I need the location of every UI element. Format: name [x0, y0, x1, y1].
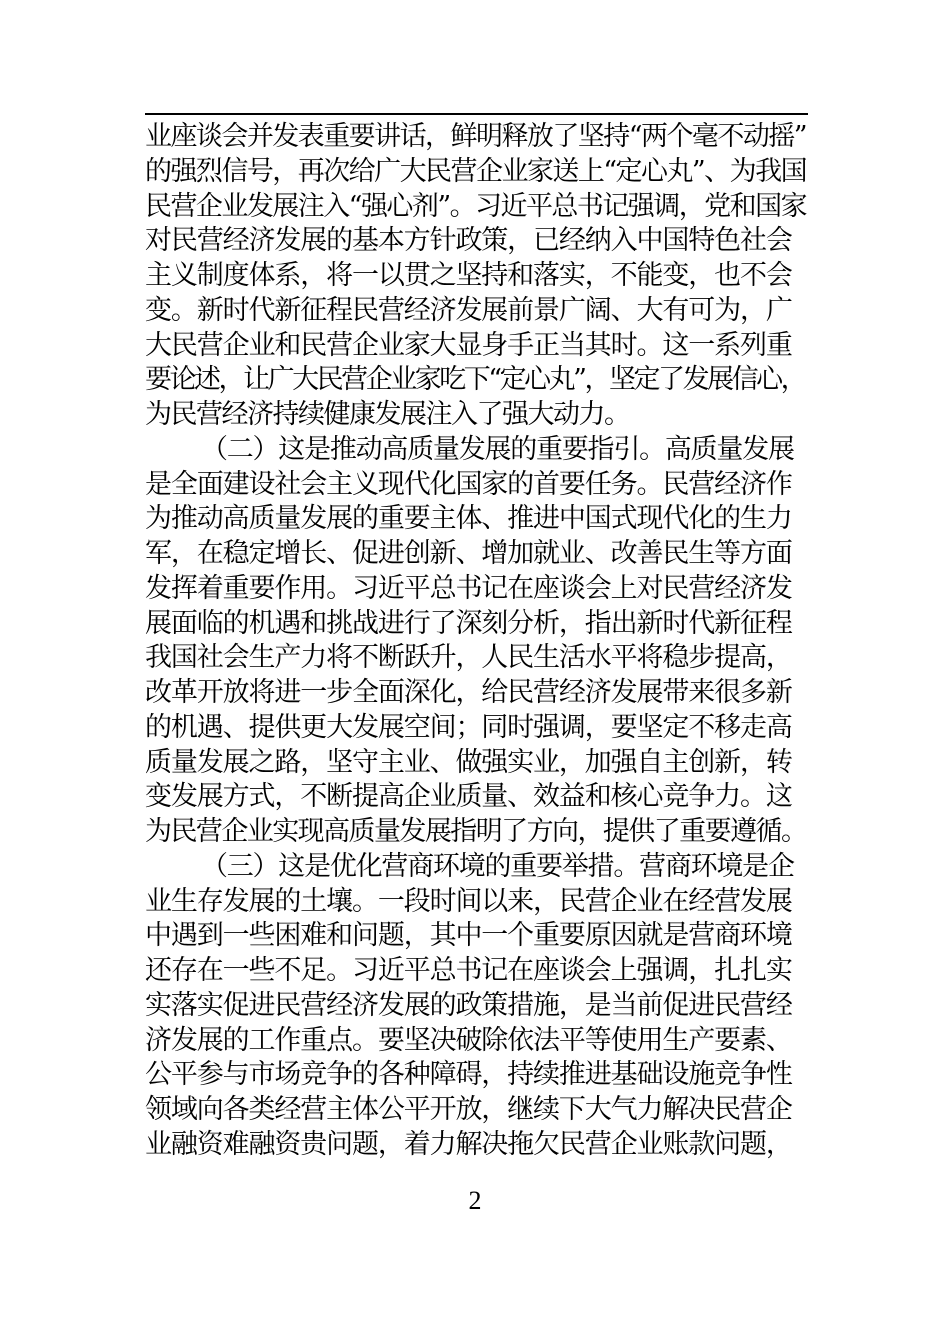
text-line: 济发展的工作重点。要坚决破除依法平等使用生产要素、: [145, 1024, 792, 1056]
text-line: 业融资难融资贵问题，着力解决拖欠民营企业账款问题，: [145, 1128, 792, 1160]
text-line: 公平参与市场竞争的各种障碍，持续推进基础设施竞争性: [145, 1059, 792, 1091]
text-line: 要论述，让广大民营企业家吃下“定心丸”，坚定了发展信心，: [145, 364, 806, 396]
text-line: 军，在稳定增长、促进创新、增加就业、改善民生等方面: [145, 538, 792, 569]
text-line: 业座谈会并发表重要讲话，鲜明释放了坚持“两个毫不动摇”: [145, 121, 807, 152]
text-line: 是全面建设社会主义现代化国家的首要任务。民营经济作: [145, 468, 792, 500]
text-line: 发挥着重要作用。习近平总书记在座谈会上对民营经济发: [145, 572, 792, 604]
text-line: 为民营企业实现高质量发展指明了方向，提供了重要遵循。: [145, 816, 807, 847]
page-number: 2: [468, 1186, 482, 1215]
text-line: 大民营企业和民营企业家大显身手正当其时。这一系列重: [145, 329, 792, 361]
text-line: 变。新时代新征程民营经济发展前景广阔、大有可为，广: [145, 294, 792, 326]
text-line: 质量发展之路，坚守主业、做强实业，加强自主创新，转: [145, 746, 792, 778]
body-text: [145, 120, 835, 1163]
text-line: 领域向各类经营主体公平开放，继续下大气力解决民营企: [145, 1094, 792, 1125]
text-line: 为民营经济持续健康发展注入了强大动力。: [145, 399, 630, 430]
text-line: 中遇到一些困难和问题，其中一个重要原因就是营商环境: [145, 920, 792, 952]
text-line: 的强烈信号，再次给广大民营企业家送上“定心丸”、为我国: [145, 155, 807, 187]
text-line: 的机遇、提供更大发展空间；同时强调，要坚定不移走高: [145, 711, 792, 743]
text-line: 业生存发展的土壤。一段时间以来，民营企业在经营发展: [145, 885, 792, 917]
header-rule: [145, 113, 808, 115]
text-line: 实落实促进民营经济发展的政策措施，是当前促进民营经: [145, 989, 792, 1021]
text-line: 展面临的机遇和挑战进行了深刻分析，指出新时代新征程: [145, 607, 792, 639]
paragraph-first-line: （二）这是推动高质量发展的重要指引。高质量发展: [201, 433, 794, 465]
text-line: 为推动高质量发展的重要主体、推进中国式现代化的生力: [145, 503, 792, 535]
text-line: 民营企业发展注入“强心剂”。习近平总书记强调，党和国家: [145, 190, 807, 222]
text-line: 对民营经济发展的基本方针政策，已经纳入中国特色社会: [145, 225, 792, 257]
text-line: 还存在一些不足。习近平总书记在座谈会上强调，扎扎实: [145, 955, 792, 986]
paragraph-first-line: （三）这是优化营商环境的重要举措。营商环境是企: [201, 850, 794, 882]
text-line: 改革开放将进一步全面深化，给民营经济发展带来很多新: [145, 677, 792, 708]
text-line: 主义制度体系，将一以贯之坚持和落实，不能变，也不会: [145, 260, 792, 291]
text-line: 变发展方式，不断提高企业质量、效益和核心竞争力。这: [145, 781, 792, 813]
text-line: 我国社会生产力将不断跃升，人民生活水平将稳步提高，: [145, 642, 792, 674]
